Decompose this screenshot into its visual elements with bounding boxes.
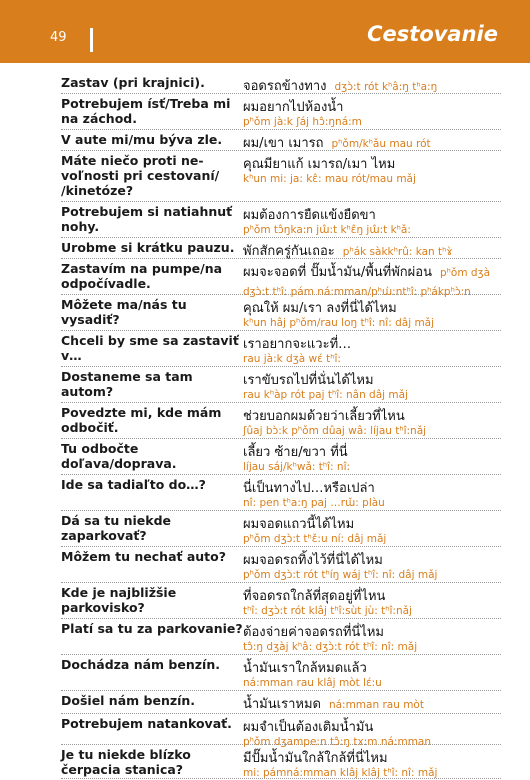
translation bbox=[243, 96, 501, 129]
slovak-phrase: Platí sa tu za parkovanie? bbox=[61, 621, 243, 636]
thai-phrase: ผมจำเป็นต้องเติมน้ำมัน bbox=[243, 720, 374, 735]
phrase-row bbox=[61, 714, 501, 748]
thai-phrase: น้ำมันเราหมด bbox=[243, 697, 321, 712]
transcription: ná:mman rau mòt bbox=[328, 699, 424, 711]
phrase-row bbox=[61, 130, 501, 151]
transcription: nî: pen tʰa:ŋ paj …rɯ̌: plàu bbox=[243, 497, 385, 509]
transcription: pʰák sàkkʰrû: kan tʰɤ̀ bbox=[342, 246, 453, 258]
transcription: rau jà:k dʒà wɛ́ tʰî: bbox=[243, 353, 341, 365]
thai-phrase: จอดรถข้างทาง bbox=[243, 79, 327, 94]
translation bbox=[243, 441, 501, 474]
slovak-phrase: Môžem tu nechať auto? bbox=[61, 549, 226, 564]
phrase-row bbox=[61, 94, 501, 130]
slovak-phrase: Dá sa tu niekde zaparkovať? bbox=[61, 513, 172, 543]
translation bbox=[243, 369, 501, 402]
slovak-phrase: Potrebujem si natiahnuť nohy. bbox=[61, 204, 233, 234]
thai-phrase: ต้องจ่ายค่าจอดรถที่นี่ไหม bbox=[243, 625, 384, 640]
phrase-row bbox=[61, 619, 501, 655]
slovak-phrase: Zastav (pri krajnici). bbox=[61, 75, 205, 90]
translation bbox=[243, 75, 501, 94]
phrase-row bbox=[61, 511, 501, 547]
slovak-phrase: Je tu niekde blízko čerpacia stanica? bbox=[61, 747, 191, 777]
page-number: 49 bbox=[50, 30, 67, 45]
translation bbox=[243, 657, 501, 690]
transcription: ʃûaj bɔ̀:k pʰǒm dûaj wâ: líjau tʰî:nǎj bbox=[243, 425, 427, 437]
translation bbox=[243, 261, 501, 299]
thai-phrase: เราขับรถไปที่นั่นได้ไหม bbox=[243, 373, 374, 388]
slovak-phrase: V aute mi/mu býva zle. bbox=[61, 132, 223, 147]
translation bbox=[243, 585, 501, 618]
translation bbox=[243, 240, 501, 259]
thai-phrase: ผมต้องการยืดแข้งยืดขา bbox=[243, 208, 376, 223]
translation bbox=[243, 549, 501, 582]
transcription: pʰǒm dʒɔ̀:t tʰɛ̌:u ní: dâj mǎj bbox=[243, 533, 387, 545]
thai-phrase: ผมจะจอดที่ ปั๊มน้ำมัน/พื้นที่พักผ่อน bbox=[243, 265, 432, 280]
transcription: pʰǒm tɔ̂ŋka:n jɯ̂:t kʰɛ̂ŋ jɯ̂:t kʰǎ: bbox=[243, 224, 411, 236]
phrase-row bbox=[61, 547, 501, 583]
thai-phrase: ช่วยบอกผมด้วยว่าเลี้ยวที่ไหน bbox=[243, 409, 405, 424]
translation bbox=[243, 132, 501, 151]
transcription: pʰǒm jà:k ʃáj hɔ̂:ŋná:m bbox=[243, 116, 362, 128]
transcription: pʰǒm dʒà dʒɔ̀:t tʰî: pám ná:mman/pʰɯ́:ntʰî: pʰákpʰɔ̀:n bbox=[243, 267, 491, 298]
translation bbox=[243, 153, 501, 186]
phrase-row bbox=[61, 151, 501, 202]
slovak-phrase: Dochádza nám benzín. bbox=[61, 657, 220, 672]
phrase-row bbox=[61, 439, 501, 475]
thai-phrase: มีปั๊มน้ำมันใกล้ใกล้ที่นี่ไหม bbox=[243, 751, 388, 766]
phrase-row bbox=[61, 403, 501, 439]
translation bbox=[243, 405, 501, 438]
translation bbox=[243, 333, 501, 366]
phrase-row bbox=[61, 295, 501, 331]
thai-phrase: ที่จอดรถใกล้ที่สุดอยู่ที่ไหน bbox=[243, 589, 386, 604]
slovak-phrase: Kde je najbližšie parkovisko? bbox=[61, 585, 177, 615]
phrase-list bbox=[61, 73, 501, 779]
page-header bbox=[0, 0, 530, 63]
thai-phrase: ผม/เขา เมารถ bbox=[243, 136, 324, 151]
thai-phrase: ผมจอดแถวนี้ได้ไหม bbox=[243, 517, 355, 532]
transcription: kʰun mi: ja: kɛ̂: mau rót/mau mǎj bbox=[243, 173, 416, 185]
translation bbox=[243, 204, 501, 237]
phrase-row bbox=[61, 331, 501, 367]
section-title: Cestovanie bbox=[367, 22, 498, 46]
slovak-phrase: Urobme si krátku pauzu. bbox=[61, 240, 235, 255]
transcription: pʰǒm/kʰǎu mau rót bbox=[331, 138, 431, 150]
thai-phrase: น้ำมันเราใกล้หมดแล้ว bbox=[243, 661, 367, 676]
phrase-row bbox=[61, 655, 501, 691]
thai-phrase: นี่เป็นทางไป…หรือเปล่า bbox=[243, 481, 375, 496]
slovak-phrase: Potrebujem natankovať. bbox=[61, 716, 232, 731]
translation bbox=[243, 513, 501, 546]
translation bbox=[243, 693, 501, 712]
transcription: mi: pámná:mman klâj klâj tʰî: nî: mǎj bbox=[243, 767, 438, 779]
slovak-phrase: Došiel nám benzín. bbox=[61, 693, 196, 708]
slovak-phrase: Povedzte mi, kde mám odbočiť. bbox=[61, 405, 222, 435]
slovak-phrase: Potrebujem ísť/Treba mi na záchod. bbox=[61, 96, 231, 126]
transcription: kʰun hâj pʰǒm/rau loŋ tʰî: nî: dâj mǎj bbox=[243, 317, 435, 329]
thai-phrase: ผมจอดรถทิ้งไว้ที่นี่ได้ไหม bbox=[243, 553, 383, 568]
transcription: pʰǒm dʒɔ̀:t rót tʰíŋ wáj tʰî: nî: dâj mǎj bbox=[243, 569, 438, 581]
transcription: pʰǒm dʒampe:n tɔ̂:ŋ tɤ:m ná:mman bbox=[243, 736, 432, 748]
header-divider bbox=[90, 28, 93, 52]
thai-phrase: เราอยากจะแวะที่… bbox=[243, 337, 352, 352]
transcription: tʰî: dʒɔ̀:t rót klâj tʰî:sùt jù: tʰî:nǎj bbox=[243, 605, 412, 617]
phrase-row bbox=[61, 259, 501, 298]
phrase-row bbox=[61, 475, 501, 511]
slovak-phrase: Zastavím na pumpe/na odpočívadle. bbox=[61, 261, 223, 291]
transcription: líjau sáj/kʰwǎ: tʰî: nî: bbox=[243, 461, 351, 473]
translation bbox=[243, 477, 501, 510]
phrase-row bbox=[61, 73, 501, 94]
thai-phrase: คุณให้ ผม/เรา ลงที่นี่ได้ไหม bbox=[243, 301, 397, 316]
thai-phrase: คุณมียาแก้ เมารถ/เมา ไหม bbox=[243, 157, 396, 172]
phrase-row bbox=[61, 745, 501, 779]
translation bbox=[243, 747, 501, 780]
phrase-row bbox=[61, 367, 501, 403]
transcription: ná:mman rau klâj mòt lɛ́:u bbox=[243, 677, 382, 689]
slovak-phrase: Ide sa tadiaľto do…? bbox=[61, 477, 206, 492]
transcription: rau kʰàp rót paj tʰî: nân dâj mǎj bbox=[243, 389, 408, 401]
phrase-row bbox=[61, 691, 501, 714]
thai-phrase: เลี้ยว ซ้าย/ขวา ที่นี่ bbox=[243, 445, 348, 460]
phrase-row bbox=[61, 583, 501, 619]
thai-phrase: ผมอยากไปห้องน้ำ bbox=[243, 100, 344, 115]
transcription: dʒɔ̀:t rót kʰâ:ŋ tʰa:ŋ bbox=[334, 81, 438, 93]
slovak-phrase: Dostaneme sa tam autom? bbox=[61, 369, 193, 399]
transcription: tɔ̂:ŋ dʒàj kʰâ: dʒɔ̀:t rót tʰî: nî: mǎj bbox=[243, 641, 418, 653]
thai-phrase: พักสักครู่กันเถอะ bbox=[243, 244, 335, 259]
slovak-phrase: Chceli by sme sa zastaviť v… bbox=[61, 333, 239, 363]
translation bbox=[243, 297, 501, 330]
phrase-row bbox=[61, 202, 501, 238]
phrase-row bbox=[61, 238, 501, 259]
slovak-phrase: Môžete ma/nás tu vysadiť? bbox=[61, 297, 187, 327]
slovak-phrase: Máte niečo proti ne- voľnosti pri cestovaní/ /kinetóze? bbox=[61, 153, 220, 198]
slovak-phrase: Tu odbočte doľava/doprava. bbox=[61, 441, 177, 471]
translation bbox=[243, 621, 501, 654]
